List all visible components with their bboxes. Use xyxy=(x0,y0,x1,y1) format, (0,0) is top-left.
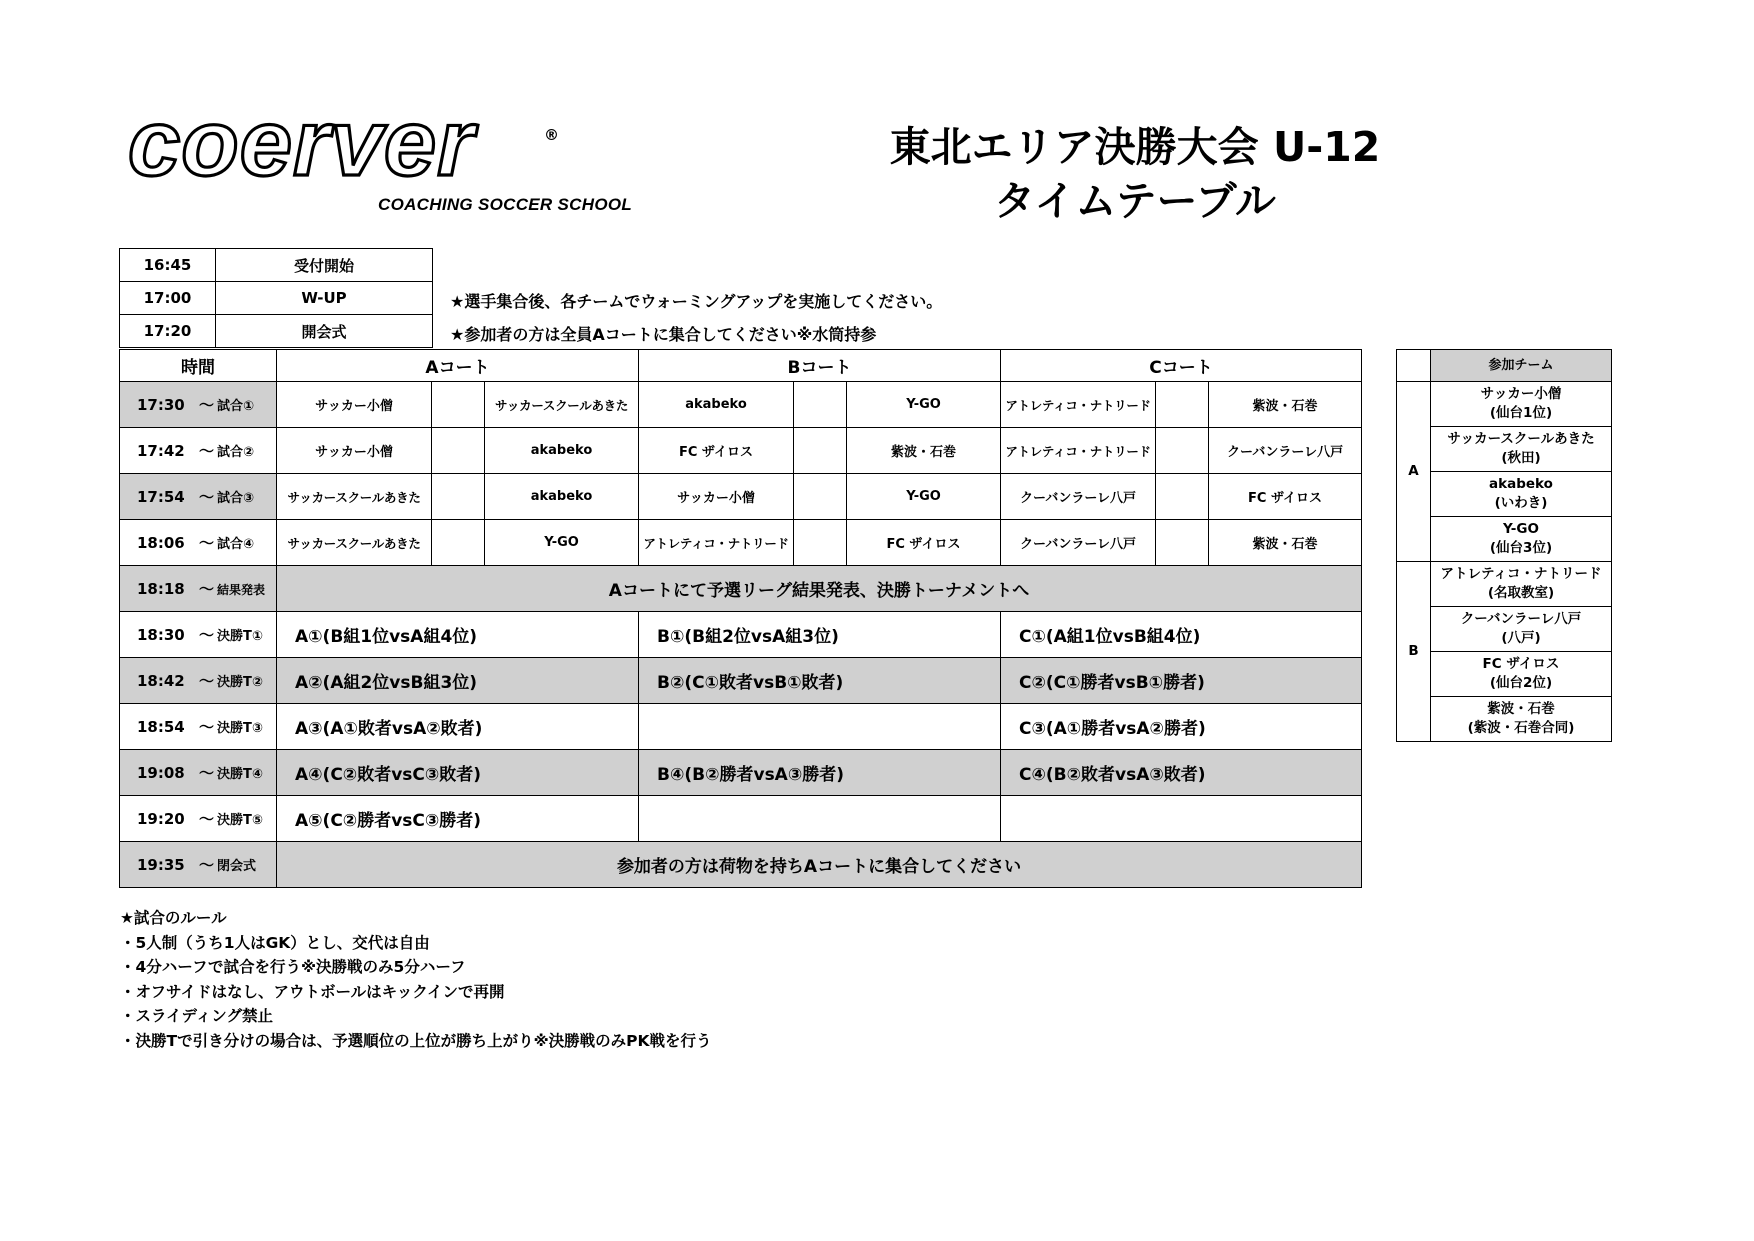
final-court-b xyxy=(639,796,1001,842)
time-tilde: ～ xyxy=(199,672,215,690)
schedule-table xyxy=(119,349,1362,888)
reception-label: W-UP xyxy=(216,282,433,315)
time-tilde: ～ xyxy=(199,626,215,644)
teams-header-blank xyxy=(1397,350,1431,382)
final-court-c xyxy=(1001,796,1362,842)
reception-time: 17:20 xyxy=(120,315,216,348)
rule-item: ・オフサイドはなし、アウトボールはキックインで再開 xyxy=(120,982,505,1001)
final-label: 決勝T② xyxy=(217,675,263,690)
reception-row xyxy=(120,249,433,282)
team-name: akabeko xyxy=(1489,476,1553,492)
title-line-1: 東北エリア決勝大会 U-12 xyxy=(889,123,1381,171)
teams-table xyxy=(1396,349,1612,742)
final-row xyxy=(120,704,1362,750)
match-label: 試合④ xyxy=(217,537,255,552)
team-name: サッカー小僧 xyxy=(1480,386,1562,402)
match-row xyxy=(120,474,1362,520)
court-a-vs xyxy=(432,520,485,566)
court-c-vs xyxy=(1156,474,1209,520)
team-name: Y-GO xyxy=(1503,521,1539,537)
final-label: 決勝T③ xyxy=(217,721,263,736)
court-b-vs xyxy=(794,428,847,474)
final-time: 18:42 xyxy=(137,672,185,690)
time-tilde: ～ xyxy=(199,718,215,736)
final-label: 決勝T④ xyxy=(217,767,263,782)
match-time-cell xyxy=(120,382,277,428)
team-row xyxy=(1397,382,1612,427)
court-c-team-1: アトレティコ・ナトリード xyxy=(1001,428,1156,474)
team-cell xyxy=(1431,697,1612,742)
closing-time-cell xyxy=(120,842,277,888)
team-note: (紫波・石巻合同) xyxy=(1467,720,1575,736)
reception-time: 16:45 xyxy=(120,249,216,282)
final-time: 18:54 xyxy=(137,718,185,736)
rules-section xyxy=(120,906,712,1053)
header-time: 時間 xyxy=(120,350,277,382)
final-court-c: C②(C①勝者vsB①勝者) xyxy=(1001,658,1362,704)
court-c-team-1: クーバンラーレ八戸 xyxy=(1001,520,1156,566)
match-row xyxy=(120,428,1362,474)
court-a-team-1: サッカー小僧 xyxy=(277,428,432,474)
team-note: (仙台2位) xyxy=(1489,675,1553,691)
match-time: 17:54 xyxy=(137,488,185,506)
court-a-team-1: サッカースクールあきた xyxy=(277,474,432,520)
final-time-cell xyxy=(120,658,277,704)
match-time: 17:42 xyxy=(137,442,185,460)
results-label: 結果発表 xyxy=(217,583,266,597)
reception-row xyxy=(120,282,433,315)
final-time: 19:08 xyxy=(137,764,185,782)
header-court-c: Cコート xyxy=(1001,350,1362,382)
team-note: (秋田) xyxy=(1501,450,1541,466)
final-court-b: B①(B組2位vsA組3位) xyxy=(639,612,1001,658)
team-note: (仙台1位) xyxy=(1489,405,1553,421)
team-cell xyxy=(1431,427,1612,472)
court-b-team-1: akabeko xyxy=(639,382,794,428)
time-tilde: ～ xyxy=(199,580,215,598)
time-tilde: ～ xyxy=(199,488,215,506)
match-time-cell xyxy=(120,520,277,566)
team-note: (名取教室) xyxy=(1487,585,1555,601)
court-b-team-1: FC ザイロス xyxy=(639,428,794,474)
final-time-cell xyxy=(120,796,277,842)
team-cell xyxy=(1431,382,1612,427)
court-b-team-2: 紫波・石巻 xyxy=(847,428,1001,474)
final-court-b: B④(B②勝者vsA③勝者) xyxy=(639,750,1001,796)
court-b-team-1: サッカー小僧 xyxy=(639,474,794,520)
time-tilde: ～ xyxy=(199,534,215,552)
team-name: サッカースクールあきた xyxy=(1447,431,1595,447)
team-cell xyxy=(1431,517,1612,562)
court-a-team-2: サッカースクールあきた xyxy=(485,382,639,428)
team-cell xyxy=(1431,562,1612,607)
team-name: アトレティコ・ナトリード xyxy=(1440,566,1602,582)
reception-time: 17:00 xyxy=(120,282,216,315)
team-name: クーバンラーレ八戸 xyxy=(1460,611,1582,627)
court-c-team-2: FC ザイロス xyxy=(1209,474,1362,520)
team-name: FC ザイロス xyxy=(1482,656,1560,672)
final-time-cell xyxy=(120,612,277,658)
logo-registered-mark: ® xyxy=(544,126,559,144)
team-name: 紫波・石巻 xyxy=(1487,701,1555,717)
court-c-team-2: 紫波・石巻 xyxy=(1209,382,1362,428)
final-court-c: C③(A①勝者vsA②勝者) xyxy=(1001,704,1362,750)
results-time: 18:18 xyxy=(137,580,185,598)
match-label: 試合② xyxy=(217,445,255,460)
court-b-vs xyxy=(794,382,847,428)
court-c-team-2: クーバンラーレ八戸 xyxy=(1209,428,1362,474)
teams-header: 参加チーム xyxy=(1431,350,1612,382)
team-row xyxy=(1397,562,1612,607)
match-row xyxy=(120,520,1362,566)
final-time-cell xyxy=(120,704,277,750)
court-a-team-2: akabeko xyxy=(485,428,639,474)
court-b-team-2: FC ザイロス xyxy=(847,520,1001,566)
team-note: (いわき) xyxy=(1494,495,1548,511)
court-a-vs xyxy=(432,382,485,428)
rule-item: ・5人制（うち1人はGK）とし、交代は自由 xyxy=(120,933,430,952)
teams-header-row xyxy=(1397,350,1612,382)
court-b-team-1: アトレティコ・ナトリード xyxy=(639,520,794,566)
logo-wordmark: coerver xyxy=(128,90,475,195)
rules-title: ★試合のルール xyxy=(120,909,227,927)
court-c-team-1: クーバンラーレ八戸 xyxy=(1001,474,1156,520)
final-label: 決勝T① xyxy=(217,629,263,644)
closing-time: 19:35 xyxy=(137,856,185,874)
note-gather: ★参加者の方は全員Aコートに集合してください※水筒持参 xyxy=(450,325,877,344)
match-label: 試合③ xyxy=(217,491,255,506)
team-note: (八戸) xyxy=(1501,630,1541,646)
court-a-vs xyxy=(432,428,485,474)
final-row xyxy=(120,796,1362,842)
closing-text: 参加者の方は荷物を持ちAコートに集合してください xyxy=(277,842,1362,888)
court-b-team-2: Y-GO xyxy=(847,474,1001,520)
court-b-vs xyxy=(794,474,847,520)
time-tilde: ～ xyxy=(199,396,215,414)
final-time-cell xyxy=(120,750,277,796)
team-cell xyxy=(1431,472,1612,517)
final-court-a: A②(A組2位vsB組3位) xyxy=(277,658,639,704)
final-court-a: A③(A①敗者vsA②敗者) xyxy=(277,704,639,750)
final-label: 決勝T⑤ xyxy=(217,813,263,828)
rule-item: ・決勝Tで引き分けの場合は、予選順位の上位が勝ち上がり※決勝戦のみPK戦を行う xyxy=(120,1031,712,1050)
final-court-a: A⑤(C②勝者vsC③勝者) xyxy=(277,796,639,842)
reception-row xyxy=(120,315,433,348)
rule-item: ・4分ハーフで試合を行う※決勝戦のみ5分ハーフ xyxy=(120,958,466,976)
final-row xyxy=(120,612,1362,658)
team-cell xyxy=(1431,652,1612,697)
coerver-logo xyxy=(128,90,688,218)
final-court-b: B②(C①敗者vsB①敗者) xyxy=(639,658,1001,704)
team-note: (仙台3位) xyxy=(1489,540,1553,556)
final-court-a: A①(B組1位vsA組4位) xyxy=(277,612,639,658)
final-time: 19:20 xyxy=(137,810,185,828)
reception-label: 開会式 xyxy=(216,315,433,348)
team-cell xyxy=(1431,607,1612,652)
schedule-header xyxy=(120,350,1362,382)
time-tilde: ～ xyxy=(199,810,215,828)
results-row xyxy=(120,566,1362,612)
header-court-b: Bコート xyxy=(639,350,1001,382)
note-warmup: ★選手集合後、各チームでウォーミングアップを実施してください。 xyxy=(450,292,943,311)
match-time-cell xyxy=(120,474,277,520)
rule-item: ・スライディング禁止 xyxy=(120,1007,273,1025)
match-time: 18:06 xyxy=(137,534,185,552)
reception-table xyxy=(119,248,433,348)
time-tilde: ～ xyxy=(199,764,215,782)
court-a-team-1: サッカー小僧 xyxy=(277,382,432,428)
court-b-vs xyxy=(794,520,847,566)
final-row xyxy=(120,658,1362,704)
court-a-team-1: サッカースクールあきた xyxy=(277,520,432,566)
final-court-c: C①(A組1位vsB組4位) xyxy=(1001,612,1362,658)
court-c-team-2: 紫波・石巻 xyxy=(1209,520,1362,566)
match-row xyxy=(120,382,1362,428)
closing-row xyxy=(120,842,1362,888)
results-time-cell xyxy=(120,566,277,612)
reception-label: 受付開始 xyxy=(216,249,433,282)
court-a-vs xyxy=(432,474,485,520)
court-b-team-2: Y-GO xyxy=(847,382,1001,428)
group-label: A xyxy=(1397,382,1431,562)
time-tilde: ～ xyxy=(199,856,215,874)
match-time-cell xyxy=(120,428,277,474)
time-tilde: ～ xyxy=(199,442,215,460)
court-a-team-2: akabeko xyxy=(485,474,639,520)
court-c-vs xyxy=(1156,382,1209,428)
header-court-a: Aコート xyxy=(277,350,639,382)
final-row xyxy=(120,750,1362,796)
final-court-c: C④(B②敗者vsA③敗者) xyxy=(1001,750,1362,796)
court-c-team-1: アトレティコ・ナトリード xyxy=(1001,382,1156,428)
match-time: 17:30 xyxy=(137,396,185,414)
group-label: B xyxy=(1397,562,1431,742)
match-label: 試合① xyxy=(217,399,255,414)
final-court-b xyxy=(639,704,1001,750)
final-court-a: A④(C②敗者vsC③敗者) xyxy=(277,750,639,796)
court-c-vs xyxy=(1156,428,1209,474)
title-line-2: タイムテーブル xyxy=(994,177,1276,225)
court-a-team-2: Y-GO xyxy=(485,520,639,566)
court-c-vs xyxy=(1156,520,1209,566)
closing-label: 閉会式 xyxy=(217,859,257,874)
final-time: 18:30 xyxy=(137,626,185,644)
logo-subtitle: COACHING SOCCER SCHOOL xyxy=(378,195,633,214)
page-title xyxy=(860,120,1410,228)
results-text: Aコートにて予選リーグ結果発表、決勝トーナメントへ xyxy=(277,566,1362,612)
